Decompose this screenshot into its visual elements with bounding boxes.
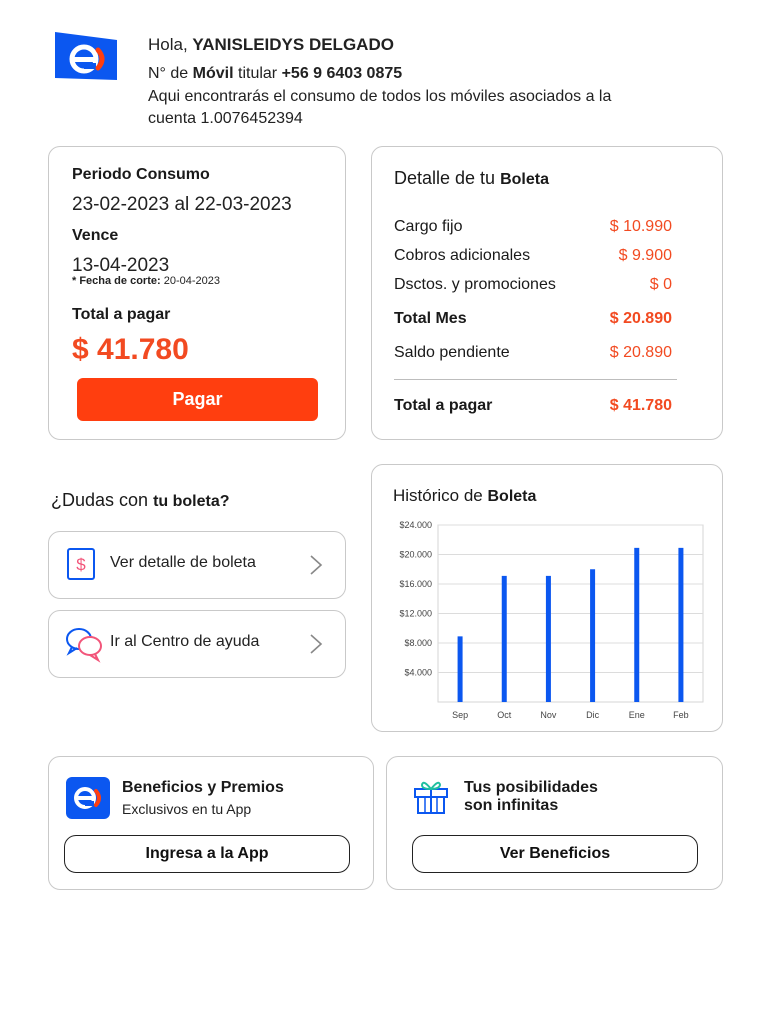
detail-row-label: Total Mes [394,310,467,327]
chart-y-tick-label: $12.000 [399,608,432,619]
app-promo-card [48,756,374,890]
total-value: $ 41.780 [72,333,189,366]
detail-row-label: Dsctos. y promociones [394,276,556,293]
chart-bar [546,576,551,702]
intro-line-2: cuenta 1.0076452394 [148,110,303,127]
benefits-title-line-2: son infinitas [464,797,559,814]
detail-row-label: Cargo fijo [394,218,463,235]
chart-bar [634,548,639,702]
chart-x-tick-label: Oct [497,710,512,720]
pay-button[interactable]: Pagar [77,378,318,421]
summary-card [48,146,346,440]
chat-bubbles-icon [64,625,104,668]
detail-row [394,247,672,265]
benefits-promo-card [386,756,723,890]
chart-bar [590,569,595,702]
chart-x-tick-label: Nov [540,710,557,720]
app-promo-subtitle: Exclusivos en tu App [122,801,252,817]
greeting-prefix: Hola, [148,35,188,54]
help-center-label: Ir al Centro de ayuda [110,633,260,650]
detail-row [394,344,672,362]
detail-total [394,397,672,415]
chart-x-tick-label: Feb [673,710,689,720]
history-card [371,464,723,732]
help-title-strong: tu boleta? [153,493,230,510]
detail-total-label: Total a pagar [394,397,493,414]
phone-line-prefix: N° de [148,65,189,82]
chart-x-tick-label: Sep [452,710,469,720]
open-app-button[interactable]: Ingresa a la App [64,835,350,873]
phone-line-strong: Móvil [192,65,234,82]
help-title [51,490,230,511]
chart-bar [458,636,463,702]
cutoff-value: 20-04-2023 [163,275,220,287]
detail-row-label: Saldo pendiente [394,344,510,361]
chart-y-tick-label: $4.000 [404,667,432,678]
entel-logo [51,30,121,82]
view-bill-detail-link[interactable] [48,531,346,599]
detail-row-amount: $ 0 [649,276,672,293]
detail-row-amount: $ 9.900 [618,247,672,264]
detail-row-total-month [394,310,672,328]
detail-row-amount: $ 10.990 [609,218,672,235]
chevron-right-icon [309,554,323,581]
detail-row-label: Cobros adicionales [394,247,531,264]
app-promo-title: Beneficios y Premios [122,779,284,796]
detail-card [371,146,723,440]
period-value: 23-02-2023 al 22-03-2023 [72,194,292,215]
entel-app-icon [66,777,110,824]
detail-row [394,218,672,236]
history-title-prefix: Histórico de [393,486,483,505]
gift-icon [413,777,449,820]
chart-bar [678,548,683,702]
user-name: YANISLEIDYS DELGADO [192,35,394,54]
help-title-prefix: ¿Dudas con [51,490,149,510]
detail-title-strong: Boleta [500,171,549,188]
detail-total-amount: $ 41.780 [609,397,672,414]
chevron-right-icon [309,633,323,660]
benefits-title-line-1: Tus posibilidades [464,779,598,796]
phone-line [148,63,402,84]
svg-text:$: $ [76,555,86,574]
detail-row [394,276,672,294]
detail-row-amount: $ 20.890 [609,344,672,361]
cutoff-line [72,275,220,287]
chart-y-tick-label: $8.000 [404,638,432,648]
greeting [148,34,394,55]
phone-line-mid: titular [238,65,278,82]
due-label: Vence [72,227,119,244]
phone-number: +56 9 6403 0875 [281,65,403,82]
period-label: Periodo Consumo [72,166,210,183]
history-bar-chart [372,465,724,733]
detail-row-amount: $ 20.890 [609,310,672,327]
intro-line-1: Aqui encontrarás el consumo de todos los móviles asociados a la [148,88,612,105]
view-benefits-button[interactable]: Ver Beneficios [412,835,698,873]
chart-y-tick-label: $16.000 [399,579,432,589]
cutoff-label: * Fecha de corte: [72,275,161,287]
history-title-strong: Boleta [487,488,537,505]
benefits-promo-title [464,779,598,815]
due-value: 13-04-2023 [72,255,170,276]
detail-title-prefix: Detalle de tu [394,168,496,188]
chart-bar [502,576,507,702]
detail-divider [394,379,677,380]
dollar-document-icon [66,547,96,586]
chart-x-tick-label: Ene [628,710,645,720]
total-label: Total a pagar [72,306,171,323]
chart-x-tick-label: Dic [586,710,600,720]
chart-y-tick-label: $20.000 [399,549,432,560]
help-center-link[interactable] [48,610,346,678]
detail-title [394,168,549,189]
chart-y-tick-label: $24.000 [399,520,432,530]
view-bill-detail-label: Ver detalle de boleta [110,554,256,571]
